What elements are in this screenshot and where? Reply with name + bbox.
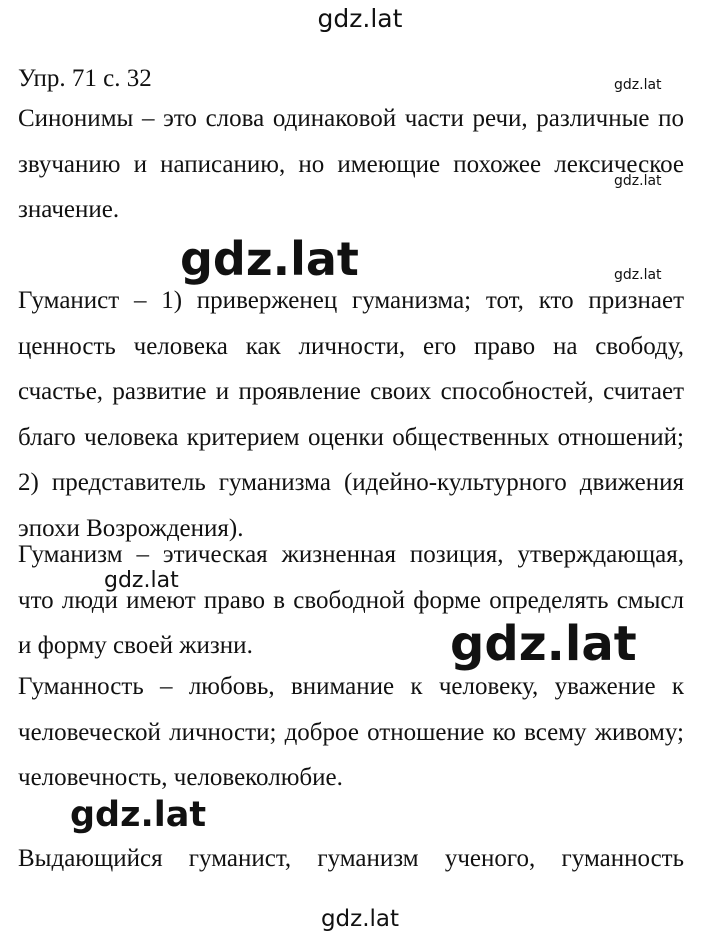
watermark-large: gdz.lat xyxy=(180,232,359,286)
watermark-small: gdz.lat xyxy=(614,77,662,93)
paragraph-gumanist-definition: Гуманист – 1) приверженец гуманизма; тот, кто признает ценность человека как личности, его право на свободу, счастье, развитие и проявление своих способностей, считает благо человека критерием оценки общественных отношений; 2) представитель гуманизма (идейно-культурного движения эпохи Возрождения). xyxy=(18,287,684,542)
paragraph-examples: Выдающийся гуманист, гуманизм ученого, гуманность xyxy=(18,845,684,872)
watermark-header: gdz.lat xyxy=(317,4,403,33)
watermark-large: gdz.lat xyxy=(70,795,207,835)
watermark-footer: gdz.lat xyxy=(320,906,400,932)
paragraph-gumanizm-definition: Гуманизм – этическая жизненная позиция, утверждающая, что люди имеют право в свободной форме определять смысл и форму своей жизни. xyxy=(18,541,684,659)
paragraph-synonyms-definition: Синонимы – это слова одинаковой части речи, различные по звучанию и написанию, но имеющие похожее лексическое значение. xyxy=(18,105,684,223)
watermark-small: gdz.lat xyxy=(614,173,662,189)
watermark-small: gdz.lat xyxy=(614,267,662,283)
exercise-title: Упр. 71 с. 32 xyxy=(18,65,152,92)
watermark-large: gdz.lat xyxy=(450,616,637,672)
watermark-medium: gdz.lat xyxy=(104,568,179,593)
paragraph-gumannost-definition: Гуманность – любовь, внимание к человеку, уважение к человеческой личности; доброе отношение ко всему живому; человечность, человеколюбие. xyxy=(18,673,684,791)
